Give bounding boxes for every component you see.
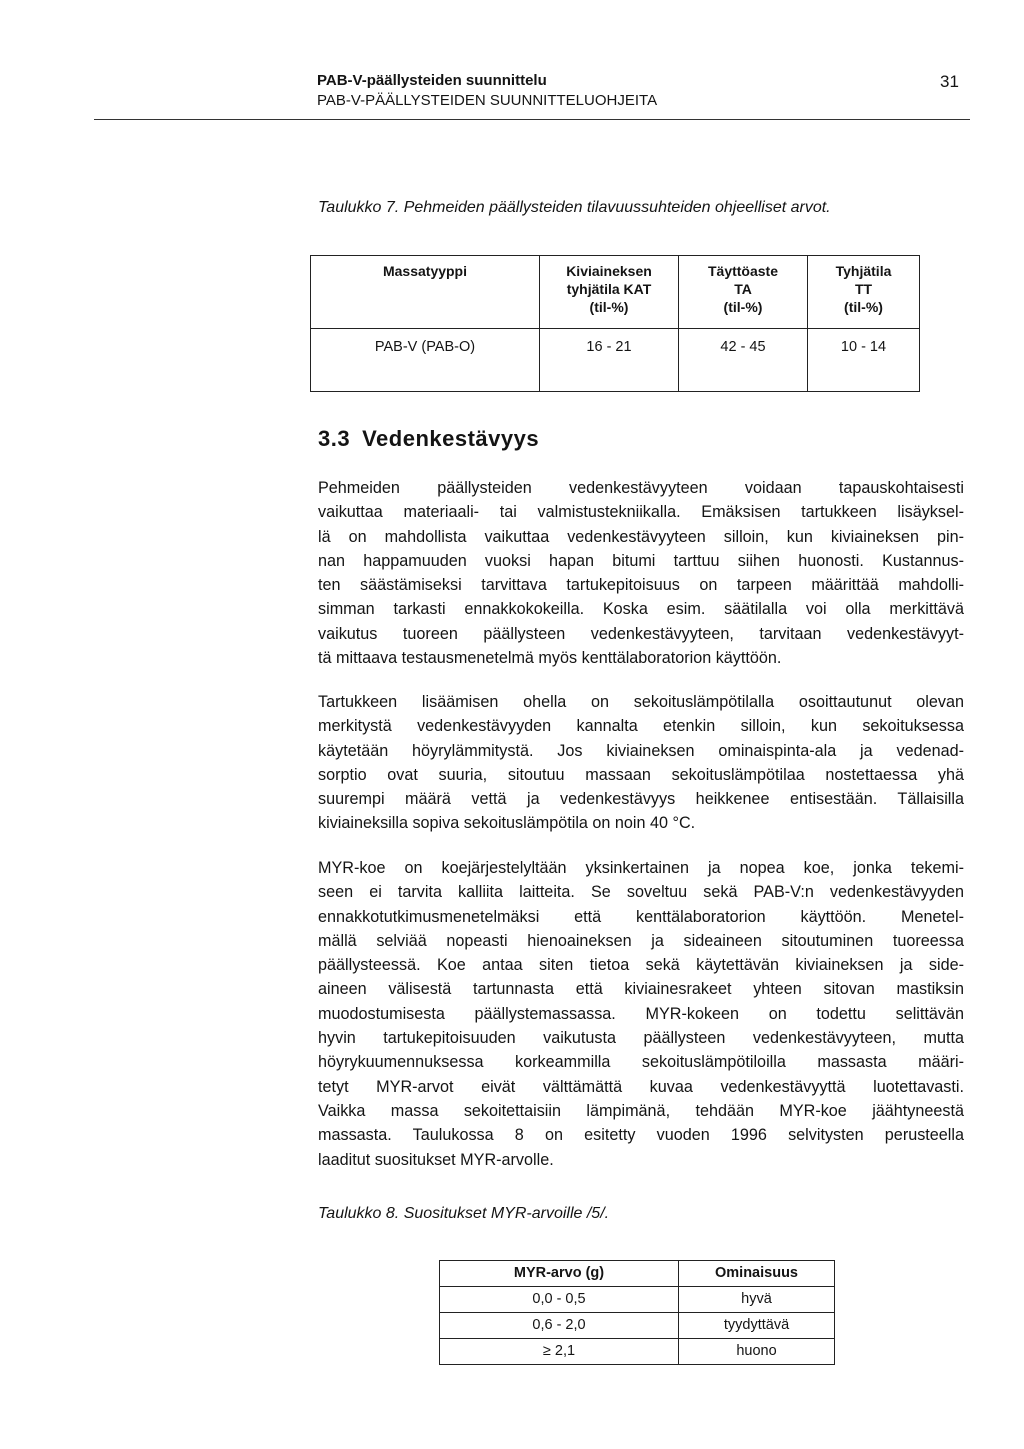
paragraph-line: merkitystä vedenkestävyyden kannalta etenkin silloin, kun sekoituksessa <box>318 717 964 736</box>
paragraph-3 <box>318 856 964 1172</box>
table7-cell: 42 - 45 <box>679 329 808 392</box>
paragraph-line: päällysteessä. Koe antaa siten tietoa sekä käytettävän kiviaineksen ja side- <box>318 956 964 975</box>
section-heading <box>318 426 539 452</box>
paragraph-line: tä mittaava testausmenetelmä myös kenttälaboratorion käyttöön. <box>318 649 782 668</box>
table8-header-row <box>440 1261 835 1287</box>
table7-header-line: TT <box>854 281 873 297</box>
table7-header-row <box>311 256 920 329</box>
table7-cell: 10 - 14 <box>808 329 920 392</box>
table7-header-cell <box>311 256 540 329</box>
paragraph-2 <box>318 690 964 836</box>
table8-row <box>440 1339 835 1365</box>
paragraph-line: kiviaineksilla sopiva sekoituslämpötila on noin 40 °C. <box>318 814 696 833</box>
paragraph-line: vaikutus tuoreen päällysteen vedenkestävyyteen, tarvitaan vedenkestävyyt- <box>318 624 964 643</box>
paragraph-line: tetyt MYR-arvot eivät välttämättä kuvaa vedenkestävyyttä luotettavasti. <box>318 1077 964 1096</box>
table8 <box>439 1260 835 1365</box>
paragraph-line: sorptio ovat suuria, sitoutuu massaan sekoituslämpötilaa nostettaessa yhä <box>318 765 964 784</box>
table8-cell: 0,0 - 0,5 <box>440 1287 679 1313</box>
table8-row <box>440 1313 835 1339</box>
table7-header-line: TA <box>734 281 752 297</box>
table8-header-cell: Ominaisuus <box>679 1261 835 1287</box>
table7-caption: Taulukko 7. Pehmeiden päällysteiden tilavuussuhteiden ohjeelliset arvot. <box>318 199 831 216</box>
paragraph-line: mällä selviää nopeasti hienoaineksen ja sideaineen sitoutuminen tuoreessa <box>318 931 964 950</box>
paragraph-line: MYR-koe on koejärjestelyltään yksinkertainen ja nopea koe, jonka tekemi- <box>318 859 964 877</box>
running-header-title: PAB-V-päällysteiden suunnittelu <box>317 72 547 89</box>
table8-cell: 0,6 - 2,0 <box>440 1313 679 1339</box>
paragraph-line: nan happamuuden vuoksi hapan bitumi tarttuu siihen huonosti. Kustannus- <box>318 551 964 570</box>
table7-header-cell <box>808 256 920 329</box>
paragraph-line: massasta. Taulukossa 8 on esitetty vuoden 1996 selvitysten perusteella <box>318 1126 964 1145</box>
running-header-subtitle: PAB-V-PÄÄLLYSTEIDEN SUUNNITTELUOHJEITA <box>317 92 658 109</box>
table8-cell: tyydyttävä <box>679 1313 835 1339</box>
paragraph-line: Vaikka massa sekoitettaisiin lämpimänä, tehdään MYR-koe jäähtyneestä <box>318 1101 964 1120</box>
page-number: 31 <box>940 72 959 91</box>
paragraph-line: simman tarkasti ennakkokokeilla. Koska esim. säätilalla voi olla merkittävä <box>318 600 964 619</box>
table7-header-line: tyhjätila KAT <box>566 281 652 297</box>
table7-data-row <box>311 329 920 392</box>
table7 <box>310 255 920 392</box>
paragraph-1 <box>318 476 964 670</box>
paragraph-line: muodostumisesta päällystemassassa. MYR-kokeen on todettu selittävän <box>318 1004 964 1023</box>
paragraph-line: ennakkotutkimusmenetelmäksi että kenttälaboratorion käyttöön. Menetel- <box>318 907 964 926</box>
table7-header-cell <box>679 256 808 329</box>
paragraph-line: lä on mahdollista vaikuttaa vedenkestävyyteen silloin, kun kiviaineksen pin- <box>318 527 964 546</box>
table7-header-line: (til-%) <box>589 299 629 315</box>
table7-cell: 16 - 21 <box>540 329 679 392</box>
paragraph-line: hyvin tartukepitoisuuden vaikutusta päällysteen vedenkestävyyteen, mutta <box>318 1029 964 1048</box>
table7-header-line: (til-%) <box>844 299 883 315</box>
table7-header-cell <box>540 256 679 329</box>
paragraph-line: höyrykuumennuksessa korkeammilla sekoituslämpötiloilla massasta määri- <box>318 1053 964 1072</box>
table8-cell: ≥ 2,1 <box>440 1339 679 1365</box>
table7-header-line: Täyttöaste <box>707 263 779 279</box>
table8-cell: hyvä <box>679 1287 835 1313</box>
table8-row <box>440 1287 835 1313</box>
table8-cell: huono <box>679 1339 835 1365</box>
table8-caption: Taulukko 8. Suositukset MYR-arvoille /5/. <box>318 1205 610 1222</box>
paragraph-line: seen ei tarvita kalliita laitteita. Se soveltuu sekä PAB-V:n vedenkestävyyden <box>318 883 964 902</box>
header-divider <box>94 119 970 120</box>
table7-header-line: Massatyyppi <box>382 263 468 279</box>
paragraph-line: aineen välisestä tartunnasta että kiviainesrakeet yhteen sitovan mastiksin <box>318 980 964 999</box>
section-title: Vedenkestävyys <box>362 426 540 451</box>
paragraph-line: Tartukkeen lisäämisen ohella on sekoituslämpötilalla osoittautunut olevan <box>318 693 964 711</box>
section-number: 3.3 <box>318 426 351 451</box>
paragraph-line: suurempi määrä vettä ja vedenkestävyys heikkenee entisestään. Tällaisilla <box>318 790 964 809</box>
paragraph-line: vaikuttaa materiaali- tai valmistustekniikalla. Emäksisen tartukkeen lisäyksel- <box>318 503 964 522</box>
paragraph-line: Pehmeiden päällysteiden vedenkestävyyteen voidaan tapauskohtaisesti <box>318 479 964 497</box>
paragraph-line: ten säästämiseksi tarvittava tartukepitoisuus on tarpeen määrittää mahdolli- <box>318 576 964 595</box>
paragraph-line: käytetään höyrylämmitystä. Jos kiviaineksen ominaispinta-ala ja vedenad- <box>318 741 964 760</box>
table8-header-cell: MYR-arvo (g) <box>440 1261 679 1287</box>
table7-header-line: Tyhjätila <box>835 263 892 279</box>
table7-cell: PAB-V (PAB-O) <box>311 329 540 392</box>
table7-header-line: (til-%) <box>723 299 763 315</box>
paragraph-line: laaditut suositukset MYR-arvolle. <box>318 1150 554 1169</box>
table7-header-line: Kiviaineksen <box>566 263 652 279</box>
